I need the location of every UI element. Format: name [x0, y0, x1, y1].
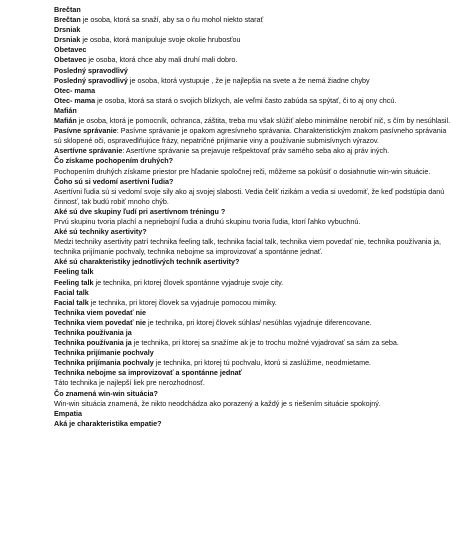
section-heading: Aké sú dve skupiny ľudí pri asertívnom tréningu ? [54, 206, 226, 216]
definition-text: je osoba, ktorá vystupuje , že je najlepšia na svete a že nemá žiadne chyby [127, 75, 370, 85]
definition-term: Otec- mama [54, 95, 96, 105]
document-body [54, 5, 454, 429]
definition-term: Obetavec [54, 55, 87, 65]
body-paragraph: Pochopením druhých získame priestor pre hľadanie spoločnej reči, môžeme sa pokúsiť o dosiahnutie win-win situácie. [54, 166, 431, 176]
body-paragraph: Asertívni ľudia sú si vedomí svoje sily ako aj svojej slabosti. Vedia čeliť rizikám a vedia si uvedomiť, že keď podstúpia danú činnosť, tak budú robiť mnoho chýb. [54, 186, 445, 206]
section-heading: Drsniak [54, 25, 81, 35]
section-heading: Aké sú charakteristiky jednotlivých techník asertivity? [54, 257, 240, 267]
definition-paragraph [54, 116, 454, 126]
body-paragraph: Medzi techniky asertivity patrí technika feeling talk, technika facial talk, technika viem povedať nie, technika používania ja, technika prijímanie pochvaly, technika nebojme sa improvizovať a spontánne jednať. [54, 237, 442, 257]
definition-paragraph [54, 55, 454, 65]
definition-paragraph [54, 35, 454, 45]
section-heading: Mafián [54, 105, 77, 115]
section-heading: Čo znamená win-win situácia? [54, 388, 158, 398]
definition-term: Technika prijímania pochvaly [54, 358, 154, 368]
section-heading: Brečtan [54, 5, 81, 14]
section-heading: Čo získame pochopením druhých? [54, 156, 174, 166]
section-heading: Obetavec [54, 45, 87, 55]
definition-paragraph [54, 318, 454, 328]
section-heading: Aké sú techniky asertivity? [54, 227, 147, 237]
definition-paragraph [54, 278, 454, 288]
body-paragraph: Táto technika je najlepší liek pre nerozhodnosť. [54, 378, 205, 388]
definition-paragraph [54, 298, 454, 308]
body-paragraph: Win-win situácia znamená, že nikto neodchádza ako porazený a každý je s riešením situácie spokojný. [54, 398, 381, 408]
section-heading: Technika nebojme sa improvizovať a spontánne jednať [54, 368, 243, 378]
section-heading: Facial talk [54, 287, 89, 297]
definition-term: Brečtan [54, 15, 81, 25]
section-heading: Feeling talk [54, 267, 94, 277]
definition-paragraph [54, 146, 454, 156]
definition-text: je osoba, ktorá je pomocník, ochranca, záštita, treba mu však slúžiť alebo minimálne nerobiť nič, s čím by nesúhlasil. [76, 116, 451, 126]
section-heading: Technika viem povedať nie [54, 307, 146, 317]
definition-text: je technika, pri ktorej človek spontánne vyjadruje svoje city. [93, 277, 284, 287]
definition-paragraph [54, 338, 454, 348]
definition-text: je osoba, ktorá manipuluje svoje okolie hrubosťou [80, 35, 241, 45]
section-heading: Technika prijímanie pochvaly [54, 348, 154, 358]
definition-term: Facial talk [54, 297, 89, 307]
definition-paragraph [54, 358, 454, 368]
section-heading: Čoho sú si vedomí asertívni ľudia? [54, 176, 174, 186]
definition-paragraph [54, 76, 454, 86]
definition-term: Posledný spravodlivý [54, 75, 128, 85]
definition-term: Feeling talk [54, 277, 94, 287]
definition-term: Technika používania ja [54, 338, 132, 348]
definition-text: je technika, pri ktorej človek sa vyjadruje pomocou mimiky. [88, 297, 277, 307]
definition-text: je osoba, ktorá sa snaží, aby sa o ňu mohol niekto starať [80, 15, 264, 25]
section-heading: Empatia [54, 408, 82, 418]
definition-text: je osoba, ktorá sa stará o svojich blízkych, ale veľmi často zabúda sa spýtať, či to aj ony chcú. [95, 95, 397, 105]
definition-paragraph [54, 15, 454, 25]
definition-term: Mafián [54, 116, 77, 126]
section-heading: Technika používania ja [54, 328, 132, 337]
section-heading: Otec- mama [54, 85, 96, 95]
section-heading: Posledný spravodlivý [54, 65, 128, 75]
definition-term: Pasívne správanie [54, 126, 117, 136]
definition-text: : Asertívne správanie sa prejavuje rešpektovať práv samého seba ako aj práv iných. [122, 146, 390, 156]
body-paragraph: Prvú skupinu tvoria plachí a nepriebojní ľudia a druhú skupinu tvoria ľudia, ktorí ľahko vybuchnú. [54, 216, 361, 226]
definition-paragraph [54, 126, 454, 146]
definition-text: : Pasívne správanie je opakom agresívneho správania. Charakteristickým znakom pasívneho správania sú sklopené oči, ospravedlňujúce frázy, nepatričné prijímanie viny a používanie submisívnych výrazov. [54, 126, 447, 146]
definition-term: Asertívne správanie [54, 146, 123, 156]
definition-text: je technika, pri ktorej tú pochvalu, ktorú si zaslúžime, neodmietame. [153, 358, 372, 368]
definition-term: Drsniak [54, 35, 81, 45]
section-heading: Aká je charakteristika empatie? [54, 418, 162, 428]
definition-text: je technika, pri ktorej sa snažíme ak je to trochu možné vyjadrovať sa sám za seba. [131, 338, 399, 348]
definition-term: Technika viem povedať nie [54, 317, 146, 327]
definition-text: je osoba, ktorá chce aby mali druhí mali dobro. [86, 55, 238, 65]
definition-text: je technika, pri ktorej človek súhlas/ nesúhlas vyjadruje diferencovane. [146, 317, 372, 327]
definition-paragraph [54, 96, 454, 106]
